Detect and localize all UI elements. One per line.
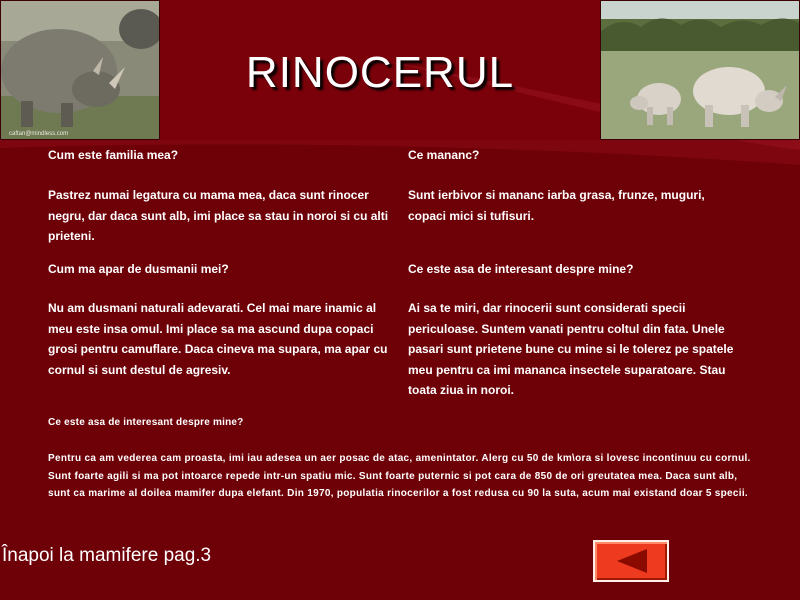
section-5-answer: Pentru ca am vederea cam proasta, imi iau adesea un aer posac de atac, amenintator. Alerg cu 50 de km\ora si lovesc incontinuu cu cornul. Sunt foarte agili si ma pot intoarce repede intr-un spatiu mic. Sunt foarte puternic si pot cara de 850 de ori greutatea mea. Daca sunt alb, sunt ca marime al doilea mamifer dupa elefant. Din 1970, populatia rinocerilor a fost redusa cu 90 la suta, acum mai existand doar 5 specii.: [48, 453, 751, 499]
section-1-answer: Pastrez numai legatura cu mama mea, daca sunt rinocer negru, dar daca sunt alb, imi place sa stau in noroi si cu alti prieteni.: [48, 188, 389, 243]
section-3-question: Cum ma apar de dusmanii mei?: [48, 262, 229, 276]
page-title: RINOCERUL: [245, 48, 515, 97]
back-button[interactable]: [593, 540, 669, 582]
section-2-question: Ce mananc?: [408, 148, 480, 162]
section-5-question: Ce este asa de interesant despre mine?: [48, 417, 244, 428]
section-4-question: Ce este asa de interesant despre mine?: [408, 262, 634, 276]
section-3-answer: Nu am dusmani naturali adevarati. Cel mai mare inamic al meu este insa omul. Imi place sa ma ascund dupa copaci grosi pentru camuflare. Daca cineva ma supara, ma apar cu cornul si sunt destul de agresiv.: [48, 301, 388, 377]
back-to-mammals-link[interactable]: Înapoi la mamifere pag.3: [2, 545, 212, 566]
photo-credit: caftan@mindless.com: [9, 131, 69, 137]
rhino-photo-right: [600, 0, 800, 140]
section-4-answer: Ai sa te miri, dar rinocerii sunt considerati specii periculoase. Suntem vanati pentru coltul din fata. Unele pasari sunt prietene bune cu mine si le tolerez pe spatele meu pentru ca imi mananca insectele suparatoare. Stau toata ziua in noroi.: [408, 301, 734, 397]
section-1-question: Cum este familia mea?: [48, 148, 179, 162]
left-arrow-icon: [595, 542, 667, 580]
section-2-answer: Sunt ierbivor si mananc iarba grasa, frunze, muguri, copaci mici si tufisuri.: [408, 188, 705, 223]
rhino-photo-left: [0, 0, 160, 140]
